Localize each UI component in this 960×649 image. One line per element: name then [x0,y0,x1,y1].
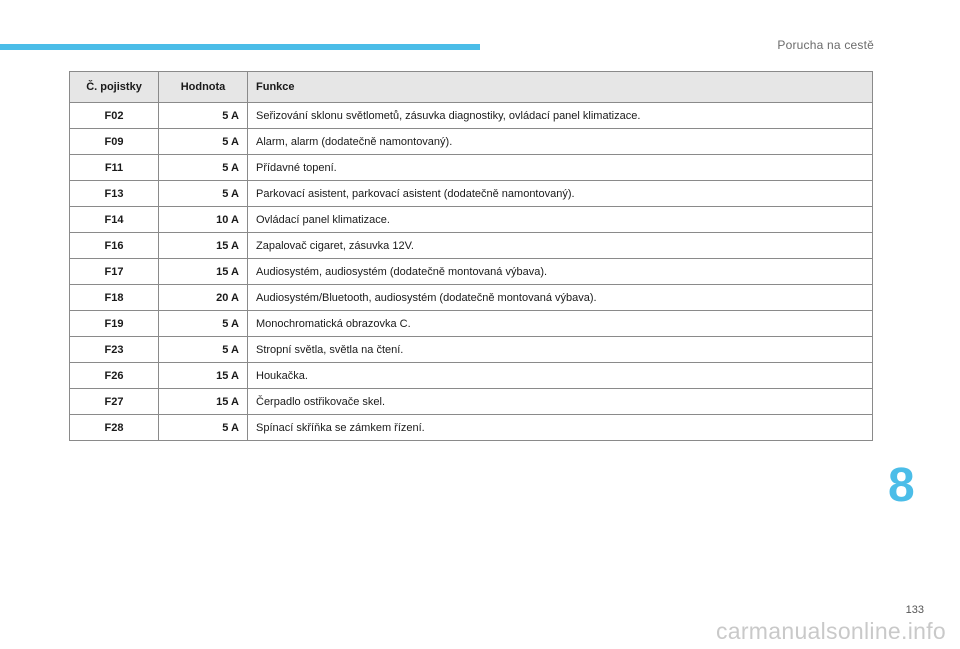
fuse-cell: F16 [70,233,159,259]
fuse-cell: F18 [70,285,159,311]
table-row [70,363,873,389]
table-row [70,285,873,311]
function-cell: Čerpadlo ostřikovače skel. [248,389,873,415]
function-cell: Ovládací panel klimatizace. [248,207,873,233]
table-row [70,181,873,207]
fuse-cell: F17 [70,259,159,285]
function-cell: Alarm, alarm (dodatečně namontovaný). [248,129,873,155]
fuse-cell: F14 [70,207,159,233]
fuse-cell: F23 [70,337,159,363]
section-accent-bar [0,44,480,50]
table-row [70,103,873,129]
fuse-cell: F26 [70,363,159,389]
value-cell: 5 A [159,181,248,207]
value-cell: 5 A [159,337,248,363]
value-cell: 15 A [159,363,248,389]
value-cell: 15 A [159,389,248,415]
fuse-cell: F19 [70,311,159,337]
function-cell: Houkačka. [248,363,873,389]
function-cell: Audiosystém/Bluetooth, audiosystém (dodatečně montovaná výbava). [248,285,873,311]
value-cell: 15 A [159,233,248,259]
column-header-value: Hodnota [159,72,248,103]
table-row [70,415,873,441]
function-cell: Monochromatická obrazovka C. [248,311,873,337]
column-header-fuse: Č. pojistky [70,72,159,103]
table-row [70,155,873,181]
column-header-function: Funkce [248,72,873,103]
chapter-number: 8 [888,459,915,512]
fuse-cell: F02 [70,103,159,129]
page-number: 133 [905,604,924,616]
value-cell: 5 A [159,311,248,337]
table-row [70,129,873,155]
value-cell: 10 A [159,207,248,233]
fuse-table [69,71,873,441]
fuse-cell: F13 [70,181,159,207]
function-cell: Parkovací asistent, parkovací asistent (dodatečně namontovaný). [248,181,873,207]
function-cell: Seřizování sklonu světlometů, zásuvka diagnostiky, ovládací panel klimatizace. [248,103,873,129]
value-cell: 20 A [159,285,248,311]
table-row [70,207,873,233]
function-cell: Zapalovač cigaret, zásuvka 12V. [248,233,873,259]
section-title: Porucha na cestě [777,38,874,52]
function-cell: Přídavné topení. [248,155,873,181]
watermark: carmanualsonline.info [715,618,946,644]
fuse-cell: F09 [70,129,159,155]
table-row [70,259,873,285]
function-cell: Spínací skříňka se zámkem řízení. [248,415,873,441]
table-header-row [70,72,873,103]
value-cell: 5 A [159,103,248,129]
table-row [70,311,873,337]
table-row [70,389,873,415]
fuse-cell: F28 [70,415,159,441]
fuse-cell: F11 [70,155,159,181]
value-cell: 5 A [159,129,248,155]
fuse-cell: F27 [70,389,159,415]
value-cell: 5 A [159,155,248,181]
table-row [70,233,873,259]
function-cell: Stropní světla, světla na čtení. [248,337,873,363]
value-cell: 15 A [159,259,248,285]
value-cell: 5 A [159,415,248,441]
function-cell: Audiosystém, audiosystém (dodatečně montovaná výbava). [248,259,873,285]
table-body [70,103,873,441]
table-row [70,337,873,363]
